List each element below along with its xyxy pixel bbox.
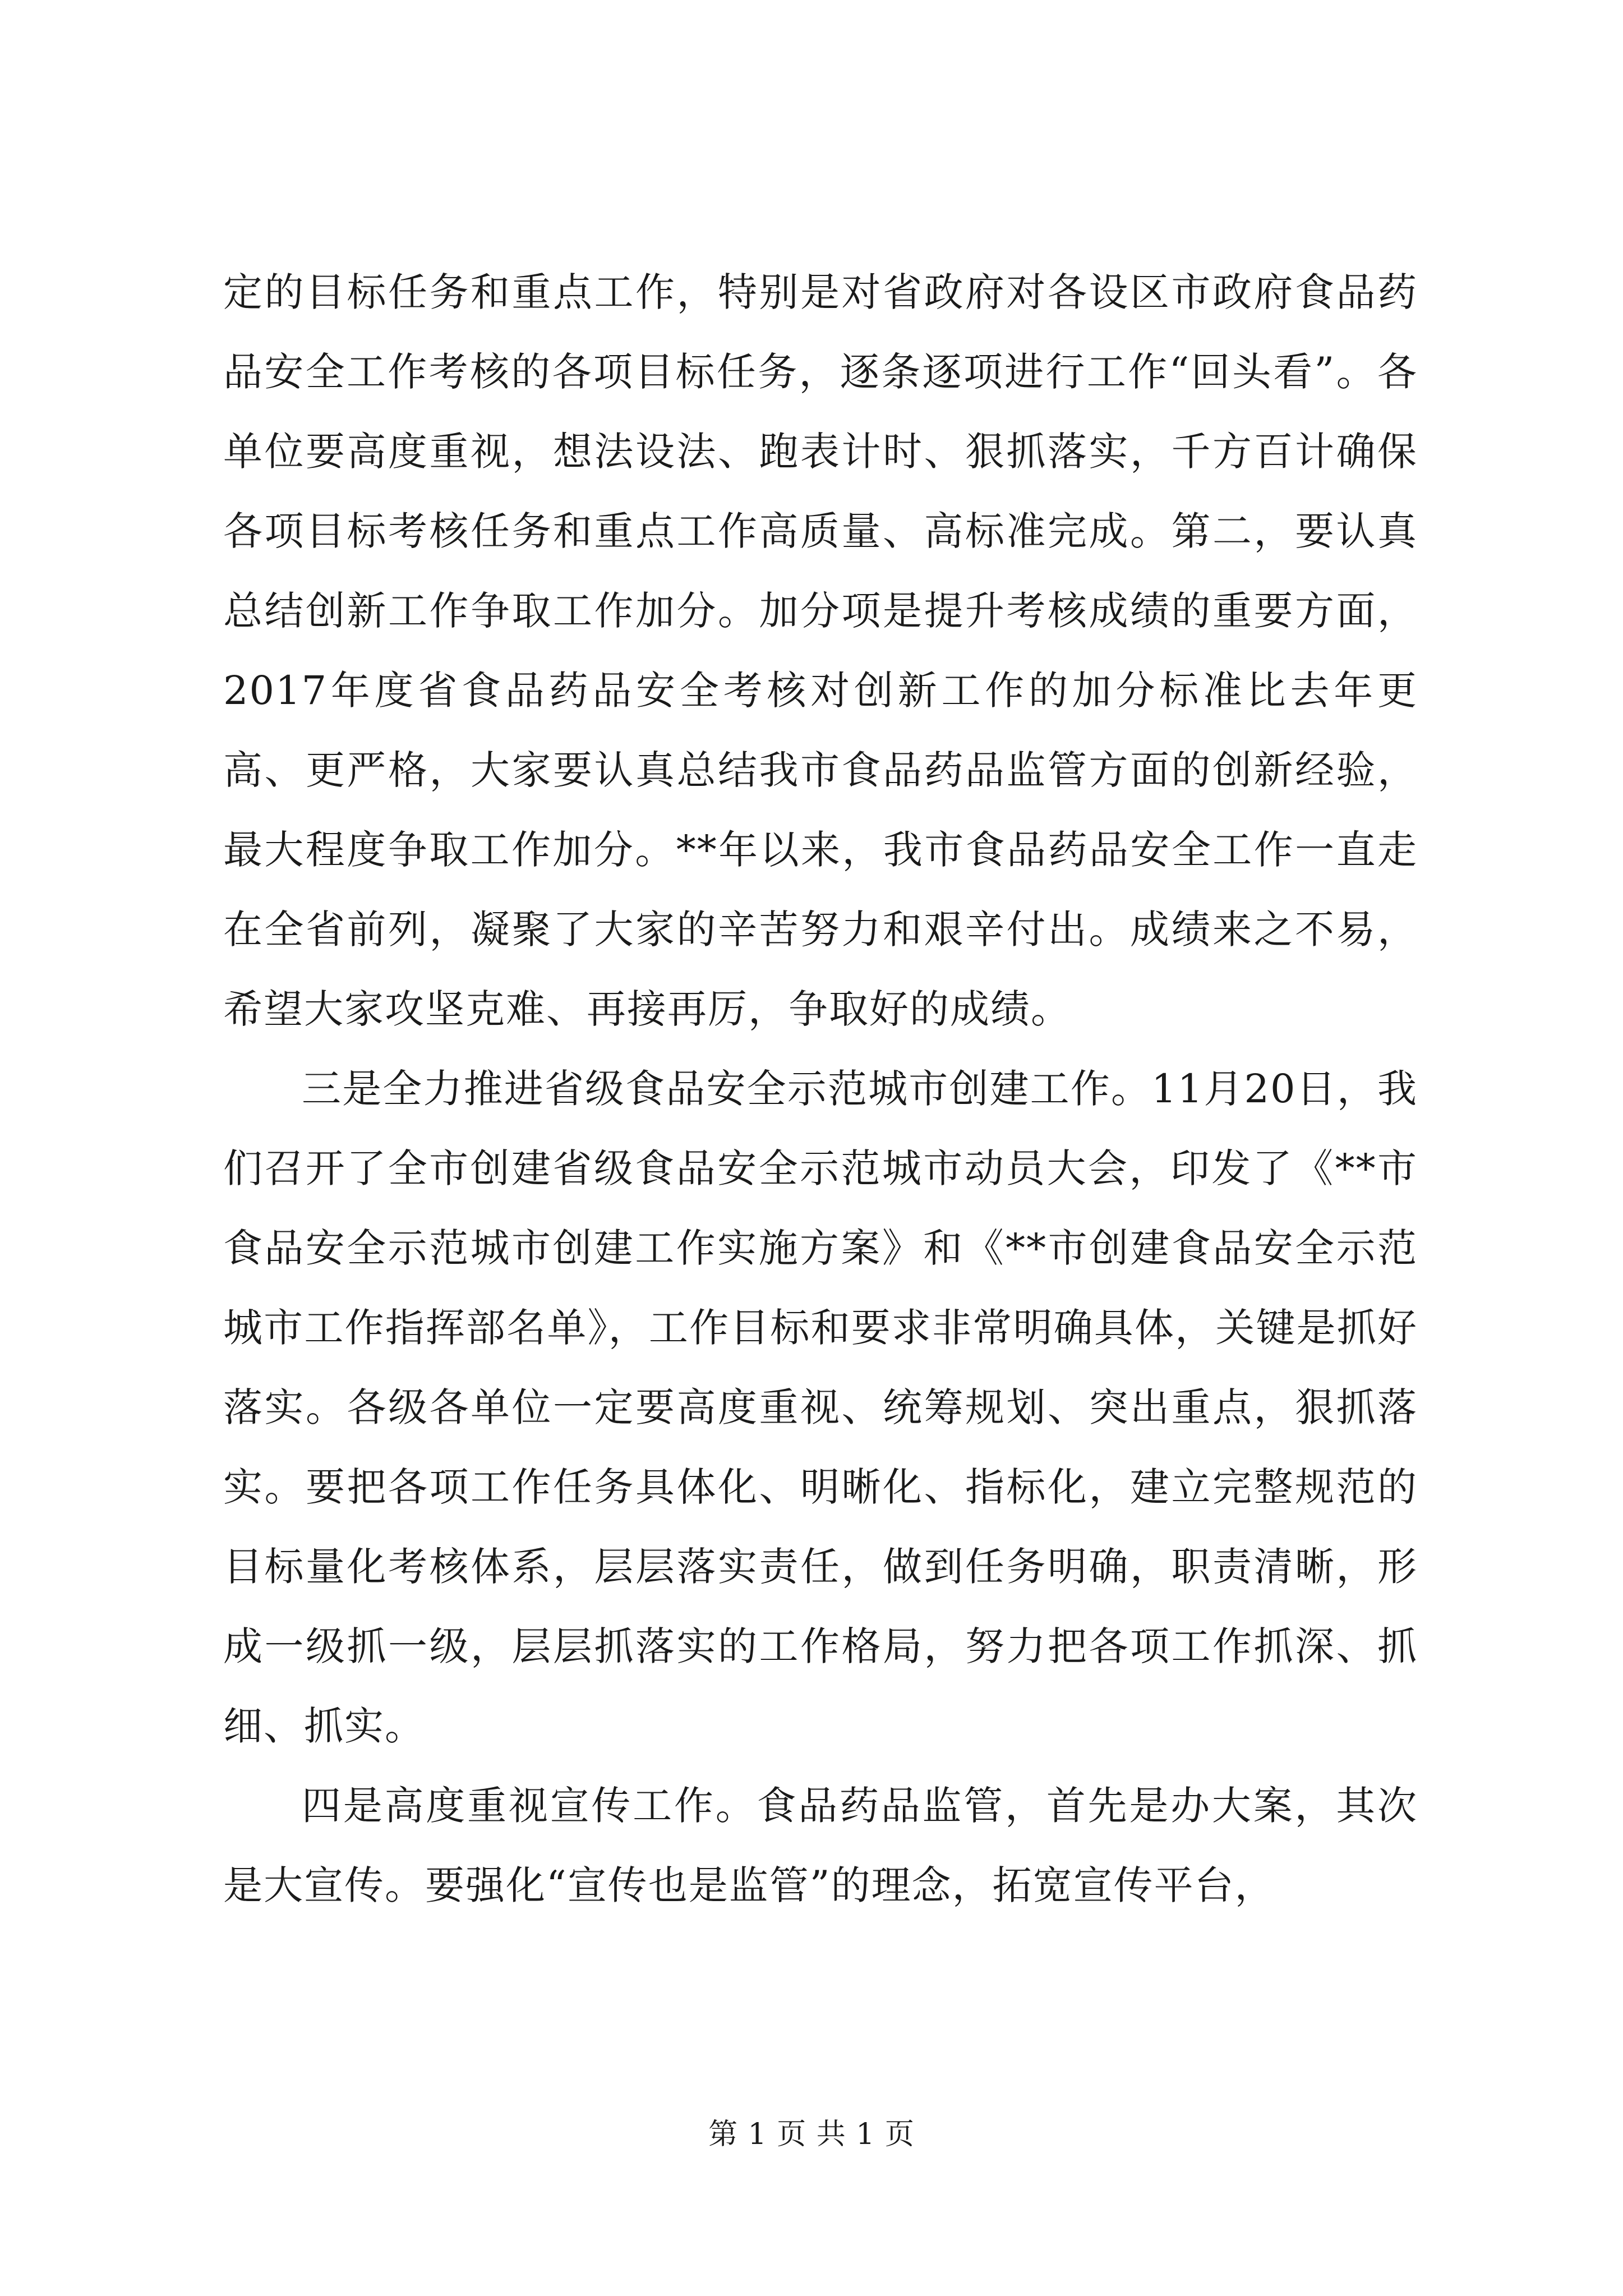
page-number-label: 第 1 页 共 1 页 [708, 2118, 915, 2151]
document-body [223, 252, 1418, 1925]
paragraph-3: 四是高度重视宣传工作。食品药品监管，首先是办大案，其次是大宣传。要强化“宣传也是监管”的理念，拓宽宣传平台， [223, 1783, 1418, 1908]
paragraph-2: 三是全力推进省级食品安全示范城市创建工作。11月20日，我们召开了全市创建省级食品安全示范城市动员大会，印发了《**市食品安全示范城市创建工作实施方案》和《**市创建食品安全示范城市工作指挥部名单》，工作目标和要求非常明确具体，关键是抓好落实。各级各单位一定要高度重视、统筹规划、突出重点，狠抓落实。要把各项工作任务具体化、明晰化、指标化，建立完整规范的目标量化考核体系，层层落实责任，做到任务明确，职责清晰，形成一级抓一级，层层抓落实的工作格局，努力把各项工作抓深、抓细、抓实。 [223, 1066, 1418, 1749]
page-footer [0, 2115, 1623, 2154]
paragraph-1: 定的目标任务和重点工作，特别是对省政府对各设区市政府食品药品安全工作考核的各项目标任务，逐条逐项进行工作“回头看”。各单位要高度重视，想法设法、跑表计时、狠抓落实，千方百计确保各项目标考核任务和重点工作高质量、高标准完成。第二，要认真总结创新工作争取工作加分。加分项是提升考核成绩的重要方面，2017年度省食品药品安全考核对创新工作的加分标准比去年更高、更严格，大家要认真总结我市食品药品监管方面的创新经验，最大程度争取工作加分。**年以来，我市食品药品安全工作一直走在全省前列，凝聚了大家的辛苦努力和艰辛付出。成绩来之不易，希望大家攻坚克难、再接再厉，争取好的成绩。 [223, 269, 1418, 1032]
